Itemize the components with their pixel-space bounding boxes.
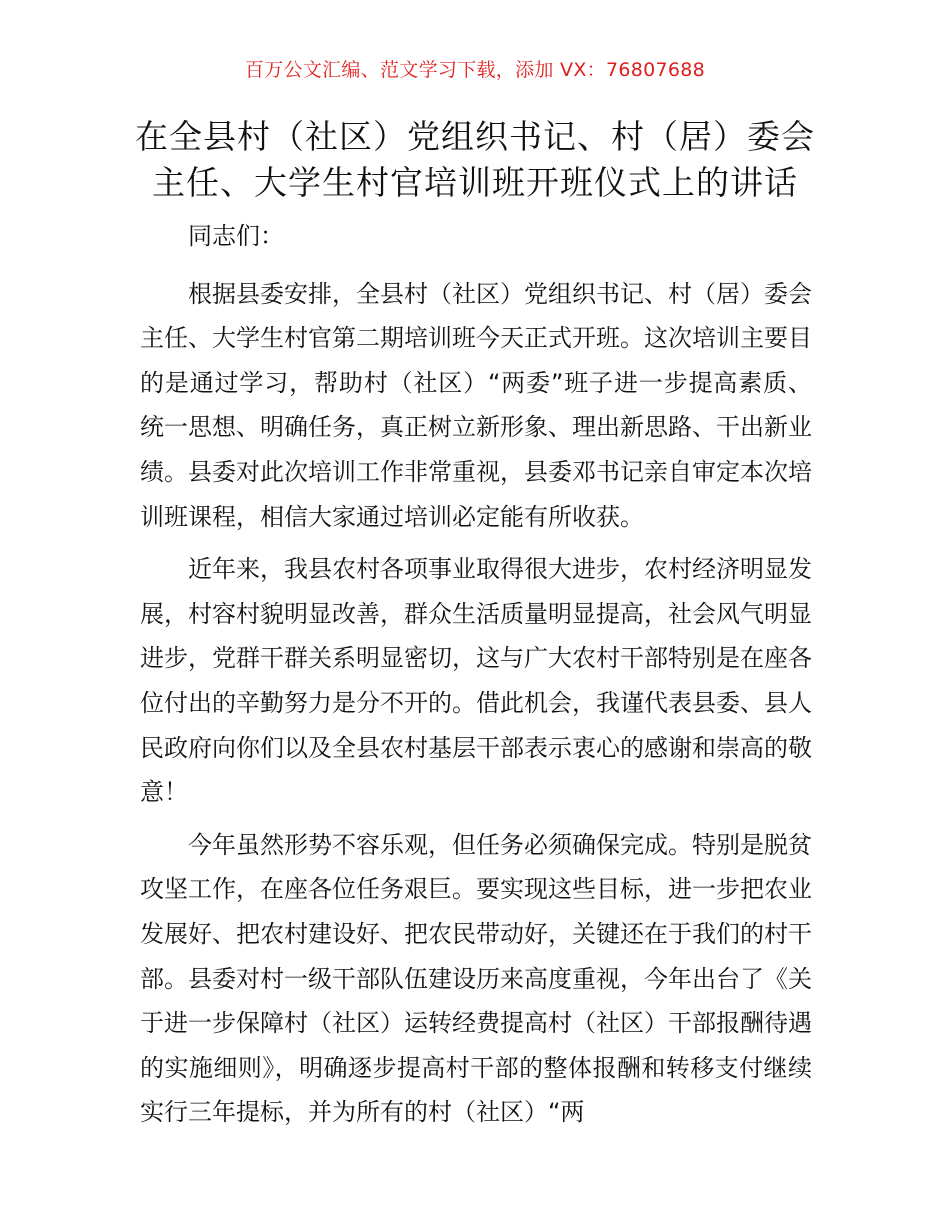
paragraph-3: 今年虽然形势不容乐观，但任务必须确保完成。特别是脱贫攻坚工作，在座各位任务艰巨。要实现这些目标，进一步把农业发展好、把农村建设好、把农民带动好，关键还在于我们的村干部。县委对村一级干部队伍建设历来高度重视，今年出台了《关于进一步保障村（社区）运转经费提高村（社区）干部报酬待遇的实施细则》，明确逐步提高村干部的整体报酬和转移支付继续实行三年提标，并为所有的村（社区）“两 [140, 830, 812, 1127]
paragraph-1: 根据县委安排，全县村（社区）党组织书记、村（居）委会主任、大学生村官第二期培训班今天正式开班。这次培训主要目的是通过学习，帮助村（社区）“两委”班子进一步提高素质、统一思想、明确任务，真正树立新形象、理出新思路、干出新业绩。县委对此次培训工作非常重视，县委邓书记亲自审定本次培训班课程，相信大家通过培训必定能有所收获。 [140, 279, 812, 531]
paragraph-2: 近年来，我县农村各项事业取得很大进步，农村经济明显发展，村容村貌明显改善，群众生活质量明显提高，社会风气明显进步，党群干群关系明显密切，这与广大农村干部特别是在座各位付出的辛勤努力是分不开的。借此机会，我谨代表县委、县人民政府向你们以及全县农村基层干部表示衷心的感谢和崇高的敬意！ [140, 555, 812, 807]
salutation: 同志们： [188, 222, 284, 250]
header-banner: 百万公文汇编、范文学习下载，添加 VX：76807688 [244, 59, 706, 81]
title-line-2: 主任、大学生村官培训班开班仪式上的讲话 [152, 163, 798, 202]
document-title [70, 114, 880, 206]
document-body [140, 214, 812, 1143]
title-line-1: 在全县村（社区）党组织书记、村（居）委会 [135, 117, 815, 156]
